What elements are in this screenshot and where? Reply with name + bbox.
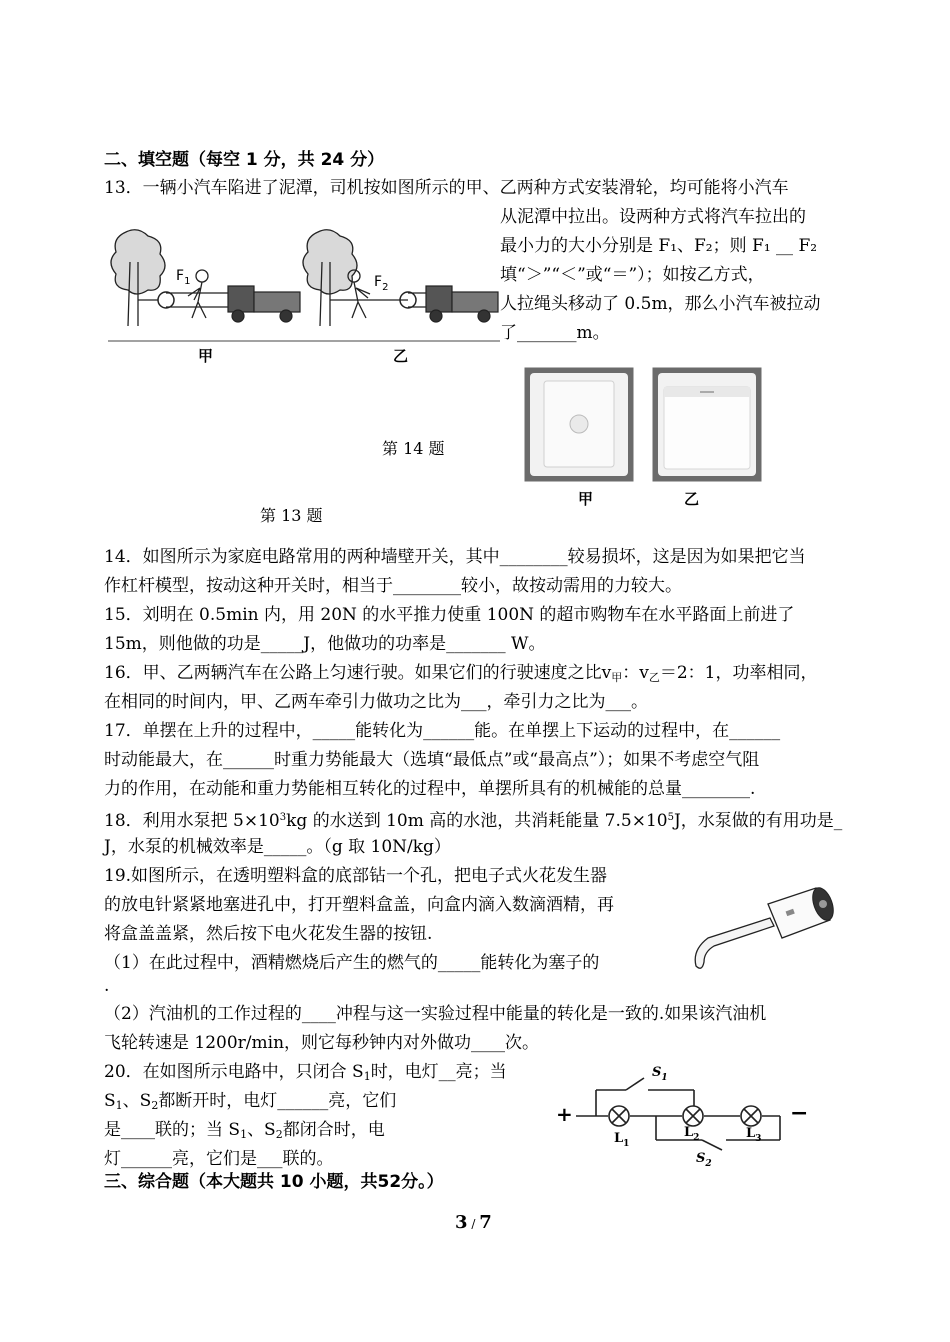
q20-line-2: $S_1$、$S_2$都断开时，电灯______亮，它们 [104,1091,397,1112]
q17-line-1: 17．单摆在上升的过程中，_____能转化为______能。在单摆上下运动的过程中，在______ [104,721,781,741]
q13-line-3: 最小力的大小分别是 F₁、F₂；则 F₁ __ F₂ [500,236,818,256]
q14-line-1: 14．如图所示为家庭电路常用的两种墙壁开关，其中________较易损坏，这是因为如果把它当 [104,547,806,567]
q13-line-1: 13．一辆小汽车陷进了泥潭，司机按如图所示的甲、乙两种方式安装滑轮，均可能将小汽车 [104,178,789,198]
q19-line-7: 飞轮转速是 1200r/min，则它每秒钟内对外做功____次。 [104,1033,540,1053]
force-label-f1: $F_1$ [176,268,191,287]
section-2-title: 二、填空题（每空 1 分，共 24 分） [104,150,385,170]
q16-line-2: 在相同的时间内，甲、乙两车牵引力做功之比为___，牵引力之比为___。 [104,692,648,712]
truck-icon [228,286,300,322]
q17-line-2: 时动能最大，在______时重力势能最大（选填“最低点”或“最高点”）；如果不考虑空气阻 [104,750,760,770]
spark-generator-figure [690,880,840,980]
lamp-icon [683,1106,703,1126]
q18-line-2: J，水泵的机械效率是_____。（g 取 10N/kg） [104,837,451,857]
section-3-title: 三、综合题（本大题共 10 小题，共52分。） [104,1172,444,1192]
q20-line-3: 是____联的；当 $S_1$、$S_2$都闭合时，电 [104,1120,385,1141]
truck-icon [426,286,498,322]
q16-line-1: 16．甲、乙两辆汽车在公路上匀速行驶。如果它们的行驶速度之比$v_甲$：$v_乙=2$：1，功率相同， [104,663,818,684]
switch-label-a: 甲 [578,490,594,508]
lamp-icon [741,1106,761,1126]
force-label-f2: $F_2$ [374,274,389,293]
q17-line-3: 力的作用，在动能和重力势能相互转化的过程中，单摆所具有的机械能的总量________. [104,779,756,799]
q15-line-1: 15．刘明在 0.5min 内，用 20N 的水平推力使重 100N 的超市购物车在水平路面上前进了 [104,605,795,625]
q20-line-1: 20．在如图所示电路中，只闭合 $S_1$时，电灯__亮；当 [104,1062,507,1083]
page-number: 3 / 7 [455,1212,492,1233]
lamp-l2-label: $L_2$ [684,1125,700,1143]
q19-line-6: （2）汽油机的工作过程的____冲程与这一实验过程中能量的转化是一致的.如果该汽油机 [104,1004,767,1024]
switch-s2-label: $S_2$ [696,1151,712,1169]
q13-label-a: 甲 [198,347,214,365]
q19-line-1: 19.如图所示，在透明塑料盒的底部钻一个孔，把电子式火花发生器 [104,866,608,886]
q13-line-2: 从泥潭中拉出。设两种方式将汽车拉出的 [500,207,806,227]
q13-label-b: 乙 [393,347,409,365]
q13-line-6: 了_______m。 [500,323,610,343]
minus-terminal: − [790,1100,809,1126]
q13-line-5: 人拉绳头移动了 0.5m，那么小汽车被拉动 [500,294,821,314]
q20-line-4: 灯______亮，它们是___联的。 [104,1149,334,1169]
q15-line-2: 15m，则他做的功是_____J，他做功的功率是_______ W。 [104,634,546,654]
q14-line-2: 作杠杆模型，按动这种开关时，相当于________较小，故按动需用的力较大。 [104,576,682,596]
q19-line-4: （1）在此过程中，酒精燃烧后产生的燃气的_____能转化为塞子的 [104,953,600,973]
switch-s1-label: $S_1$ [652,1065,668,1083]
circuit-diagram [556,1058,816,1169]
q13-figure-caption: 第 13 题 [260,506,323,525]
q13-line-4: 填“＞”“＜”或“＝”）；如按乙方式， [500,265,765,285]
q18-line-1: 18．利用水泵把 $5\times 10^3kg$ 的水送到 10m 高的水池，共消耗能量 $7.5\times 10^5J$，水泵做的有用功是_ [104,811,843,831]
plus-terminal: + [556,1102,573,1126]
q14-figure-caption: 第 14 题 [382,439,445,458]
switch-label-b: 乙 [684,490,700,508]
tree-icon [111,230,165,326]
lamp-l3-label: $L_3$ [746,1126,762,1144]
q19-line-2: 的放电针紧紧地塞进孔中，打开塑料盒盖，向盒内滴入数滴酒精，再 [104,895,614,915]
q19-line-5: . [104,976,110,996]
lamp-icon [609,1106,629,1126]
lamp-l1-label: $L_1$ [614,1131,630,1149]
wall-switch-b [652,367,762,482]
wall-switch-a [524,367,634,482]
person-icon [188,270,208,318]
q13-pulley-figure [108,222,500,342]
q19-line-3: 将盒盖盖紧，然后按下电火花发生器的按钮. [104,924,433,944]
